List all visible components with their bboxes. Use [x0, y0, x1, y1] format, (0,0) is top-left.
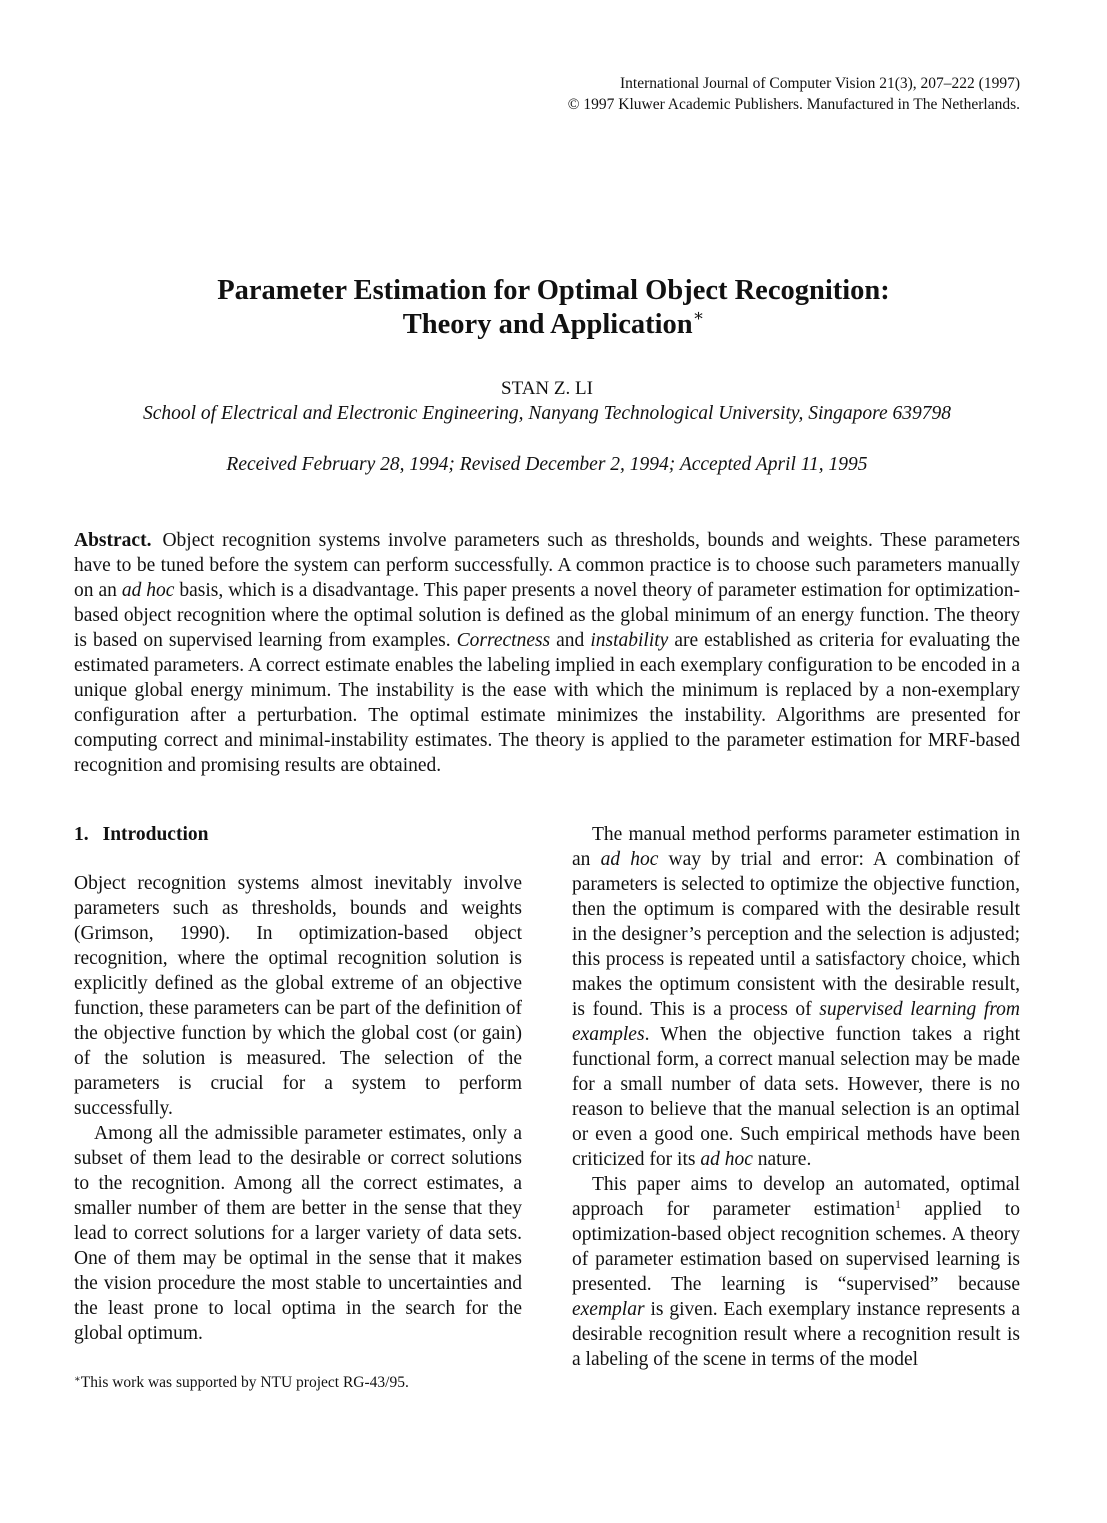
journal-header: [568, 73, 1020, 115]
p4-emphasis: exemplar: [572, 1299, 645, 1320]
section-title: Introduction: [102, 824, 209, 845]
footnote-ref-1: 1: [895, 1197, 901, 1211]
left-column: [74, 822, 522, 1346]
p3-emphasis-3: ad hoc: [700, 1149, 753, 1170]
abstract: [74, 528, 1020, 778]
abstract-text-1: Object recognition systems involve parameters such as thresholds, bounds and weights. These parameters have to be tuned before the system can perform successfully. A common practice is to choose such parameters manually on an: [74, 530, 1020, 601]
abstract-text-4: are established as criteria for evaluating the estimated parameters. A correct estimate enables the labeling implied in each exemplary configuration to be encoded in a unique global energy minimum. The instability is the ease with which the minimum is replaced by a non-exemplary configuration after a perturbation. The optimal estimate minimizes the instability. Algorithms are presented for computing correct and minimal-instability estimates. The theory is applied to the parameter estimation for MRF-based recognition and promising results are obtained.: [74, 630, 1020, 776]
abstract-text-2: basis, which is a disadvantage. This paper presents a novel theory of parameter estimation for optimization-based object recognition where the optimal solution is defined as the global minimum of an energy function. The theory is based on supervised learning from examples.: [74, 580, 1020, 651]
section-number: 1.: [74, 824, 89, 845]
p3-text-d: nature.: [752, 1149, 812, 1170]
title-line-2-text: Theory and Application: [402, 309, 693, 340]
intro-paragraph-4: [572, 1172, 1020, 1372]
abstract-emphasis-3: instability: [590, 630, 669, 651]
journal-citation: International Journal of Computer Vision 21(3), 207–222 (1997): [620, 75, 1020, 92]
p4-text-c: is given. Each exemplary instance represents a desirable recognition result where a recognition result is a labeling of the scene in terms of the model: [572, 1299, 1020, 1370]
title-line-1: Parameter Estimation for Optimal Object Recognition:: [217, 275, 890, 306]
intro-paragraph-3: [572, 822, 1020, 1172]
title-line-2: [0, 308, 1107, 342]
abstract-emphasis-1: ad hoc: [121, 580, 175, 601]
p3-emphasis-2: supervised learning from examples: [572, 999, 1021, 1045]
submission-dates: Received February 28, 1994; Revised December 2, 1994; Accepted April 11, 1995: [226, 454, 868, 475]
paper-title: [0, 274, 1107, 342]
p4-text-a: This paper aims to develop an automated, optimal approach for parameter estimation: [572, 1174, 1020, 1220]
intro-paragraph-1: Object recognition systems almost inevitably involve parameters such as thresholds, bounds and weights (Grimson, 1990). In optimization-based object recognition, where the optimal recognition solution is explicitly defined as the global extreme of an objective function, these parameters can be part of the definition of the objective function by which the global cost (or gain) of the solution is measured. The selection of the parameters is crucial for a system to perform successfully.: [74, 873, 522, 1119]
copyright-notice: © 1997 Kluwer Academic Publishers. Manufactured in The Netherlands.: [567, 96, 1020, 113]
abstract-emphasis-2: Correctness: [456, 630, 551, 651]
abstract-label: Abstract.: [74, 530, 152, 551]
p4-text-b: applied to optimization-based object recognition schemes. A theory of parameter estimation based on supervised learning is presented. The learning is “supervised” because: [572, 1199, 1020, 1295]
p3-text-c: . When the objective function takes a right functional form, a correct manual selection may be made for a small number of data sets. However, there is no reason to believe that the manual selection is an optimal or even a good one. Such empirical methods have been criticized for its: [572, 1024, 1020, 1170]
title-footnote-marker: ∗: [692, 306, 705, 325]
author-name: STAN Z. LI: [501, 378, 593, 399]
p3-emphasis-1: ad hoc: [600, 849, 659, 870]
p3-text-a: The manual method performs parameter estimation in an: [572, 824, 1020, 870]
right-column: [572, 822, 1020, 1372]
footnote: [74, 1374, 409, 1392]
footnote-text: This work was supported by NTU project RG-43/95.: [80, 1374, 409, 1391]
section-heading: [74, 822, 522, 847]
footnote-marker: ∗: [74, 1374, 81, 1385]
author-affiliation: School of Electrical and Electronic Engineering, Nanyang Technological University, Singapore 639798: [142, 403, 952, 424]
p3-text-b: way by trial and error: A combination of parameters is selected to optimize the objective function, then the optimum is compared with the desirable result in the designer’s perception and the selection is adjusted; this process is repeated until a satisfactory choice, which makes the optimum consistent with the desirable result, is found. This is a process of: [572, 849, 1021, 1020]
abstract-text-3: and: [550, 630, 591, 651]
intro-paragraph-2: Among all the admissible parameter estimates, only a subset of them lead to the desirable or correct solutions to the recognition. Among all the correct estimates, a smaller number of them are better in the sense that they lead to correct solutions for a larger variety of data sets. One of them may be optimal in the sense that it makes the vision procedure the most stable to uncertainties and the least prone to local optima in the search for the global optimum.: [74, 1123, 522, 1344]
